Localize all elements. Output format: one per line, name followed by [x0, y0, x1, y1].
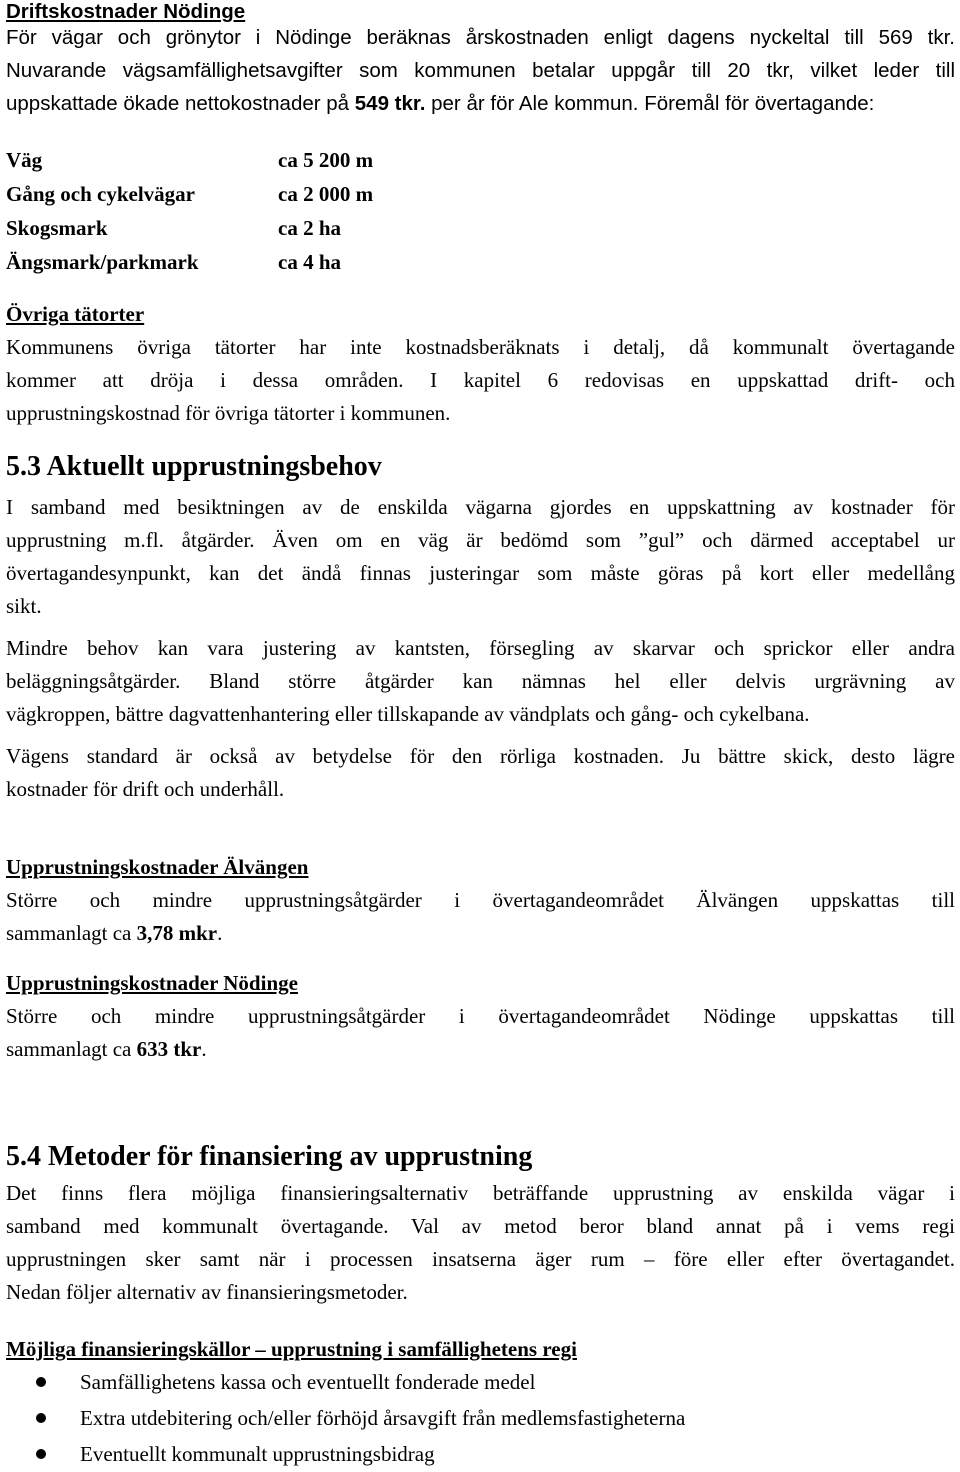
list-item: Extra utdebitering och/eller förhöjd årsavgift från medlemsfastigheterna — [6, 1400, 955, 1436]
ovriga-line-3: upprustningskostnad för övriga tätorter i kommunen. — [6, 401, 451, 425]
facts-table — [6, 143, 955, 279]
section-5-3-heading: 5.3 Aktuellt upprustningsbehov — [6, 451, 382, 482]
list-item: Samfällighetens kassa och eventuellt fonderade medel — [6, 1364, 955, 1400]
nodinge-cost: 633 tkr — [136, 1037, 202, 1061]
ovriga-heading: Övriga tätorter — [6, 302, 145, 326]
fact-row — [6, 177, 373, 211]
fact-value: ca 2 ha — [278, 215, 341, 240]
fact-value: ca 5 200 m — [278, 147, 374, 172]
fact-label: Väg — [6, 147, 43, 172]
nodinge-heading: Upprustningskostnader Nödinge — [6, 971, 298, 995]
ovriga-section — [6, 298, 955, 430]
ovriga-line-2: kommer att dröja i dessa områden. I kapitel 6 redovisas en uppskattad drift- och — [6, 368, 955, 392]
drift-net-cost: 549 tkr. — [354, 92, 426, 115]
drift-line-2: Nuvarande vägsamfällighetsavgifter som kommunen betalar uppgår till 20 tkr, vilket leder till — [6, 59, 955, 82]
fact-label: Gång och cykelvägar — [6, 181, 195, 206]
ovriga-line-1: Kommunens övriga tätorter har inte kostnadsberäknats i detalj, då kommunalt övertagande — [6, 335, 955, 359]
drift-line-3: uppskattade ökade nettokostnader på 549 tkr. per år för Ale kommun. Föremål för övertagande: — [6, 92, 875, 115]
section-5-3 — [6, 450, 955, 806]
fact-row — [6, 211, 373, 245]
bullet-icon — [36, 1413, 46, 1423]
fact-label: Ängsmark/parkmark — [6, 249, 199, 274]
section-5-3-paragraph-3: Vägens standard är också av betydelse för den rörliga kostnaden. Ju bättre skick, desto lägre kostnader för drift och underhåll. — [6, 744, 955, 801]
bullet-icon — [36, 1449, 46, 1459]
drift-paragraph — [6, 26, 955, 116]
section-5-3-paragraph-1: I samband med besiktningen av de enskilda vägarna gjordes en uppskattning av kostnader för upprustning m.fl. åtgärder. Även om en väg är bedömd som ”gul” och därmed acceptabel ur övertagandesynpunkt, kan det ändå finnas justeringar som måste göras på kort eller medellång sikt. — [6, 495, 955, 618]
drift-section — [6, 0, 955, 116]
fact-label: Skogsmark — [6, 215, 108, 240]
kallor-list — [6, 1364, 955, 1472]
fact-value: ca 2 000 m — [278, 181, 374, 206]
fact-row — [6, 143, 373, 177]
drift-line-1: För vägar och grönytor i Nödinge beräknas årskostnaden enligt dagens nyckeltal till 569 tkr. — [6, 26, 955, 49]
section-5-4 — [6, 1140, 955, 1309]
section-5-4-heading: 5.4 Metoder för finansiering av upprustning — [6, 1141, 533, 1172]
nodinge-paragraph: Större och mindre upprustningsåtgärder i övertagandeområdet Nödinge uppskattas till sammanlagt ca 633 tkr. — [6, 1004, 955, 1061]
fact-value: ca 4 ha — [278, 249, 341, 274]
alvangen-paragraph: Större och mindre upprustningsåtgärder i övertagandeområdet Älvängen uppskattas till sammanlagt ca 3,78 mkr. — [6, 888, 955, 945]
nodinge-section — [6, 967, 955, 1066]
drift-heading: Driftskostnader Nödinge — [6, 0, 246, 23]
ovriga-paragraph — [6, 331, 955, 430]
kallor-section — [6, 1334, 955, 1472]
alvangen-heading: Upprustningskostnader Älvängen — [6, 855, 309, 879]
kallor-heading: Möjliga finansieringskällor – upprustning i samfällighetens regi — [6, 1337, 577, 1361]
alvangen-cost: 3,78 mkr — [136, 921, 218, 945]
alvangen-section — [6, 851, 955, 950]
bullet-icon — [36, 1377, 46, 1387]
section-5-3-paragraph-2: Mindre behov kan vara justering av kantsten, försegling av skarvar och sprickor eller andra beläggningsåtgärder. Bland större åtgärder kan nämnas hel eller delvis urgrävning av vägkroppen, bättre dagvattenhantering eller tillskapande av vändplats och gång- och cykelbana. — [6, 636, 955, 726]
section-5-4-paragraph: Det finns flera möjliga finansieringsalternativ beträffande upprustning av enskilda vägar i samband med kommunalt övertagande. Val av metod beror bland annat på i vems regi upprustningen sker samt när i processen insatserna äger rum – före eller efter övertagandet. Nedan följer alternativ av finansieringsmetoder. — [6, 1181, 955, 1304]
list-item: Eventuellt kommunalt upprustningsbidrag — [6, 1436, 955, 1472]
fact-row — [6, 245, 373, 279]
